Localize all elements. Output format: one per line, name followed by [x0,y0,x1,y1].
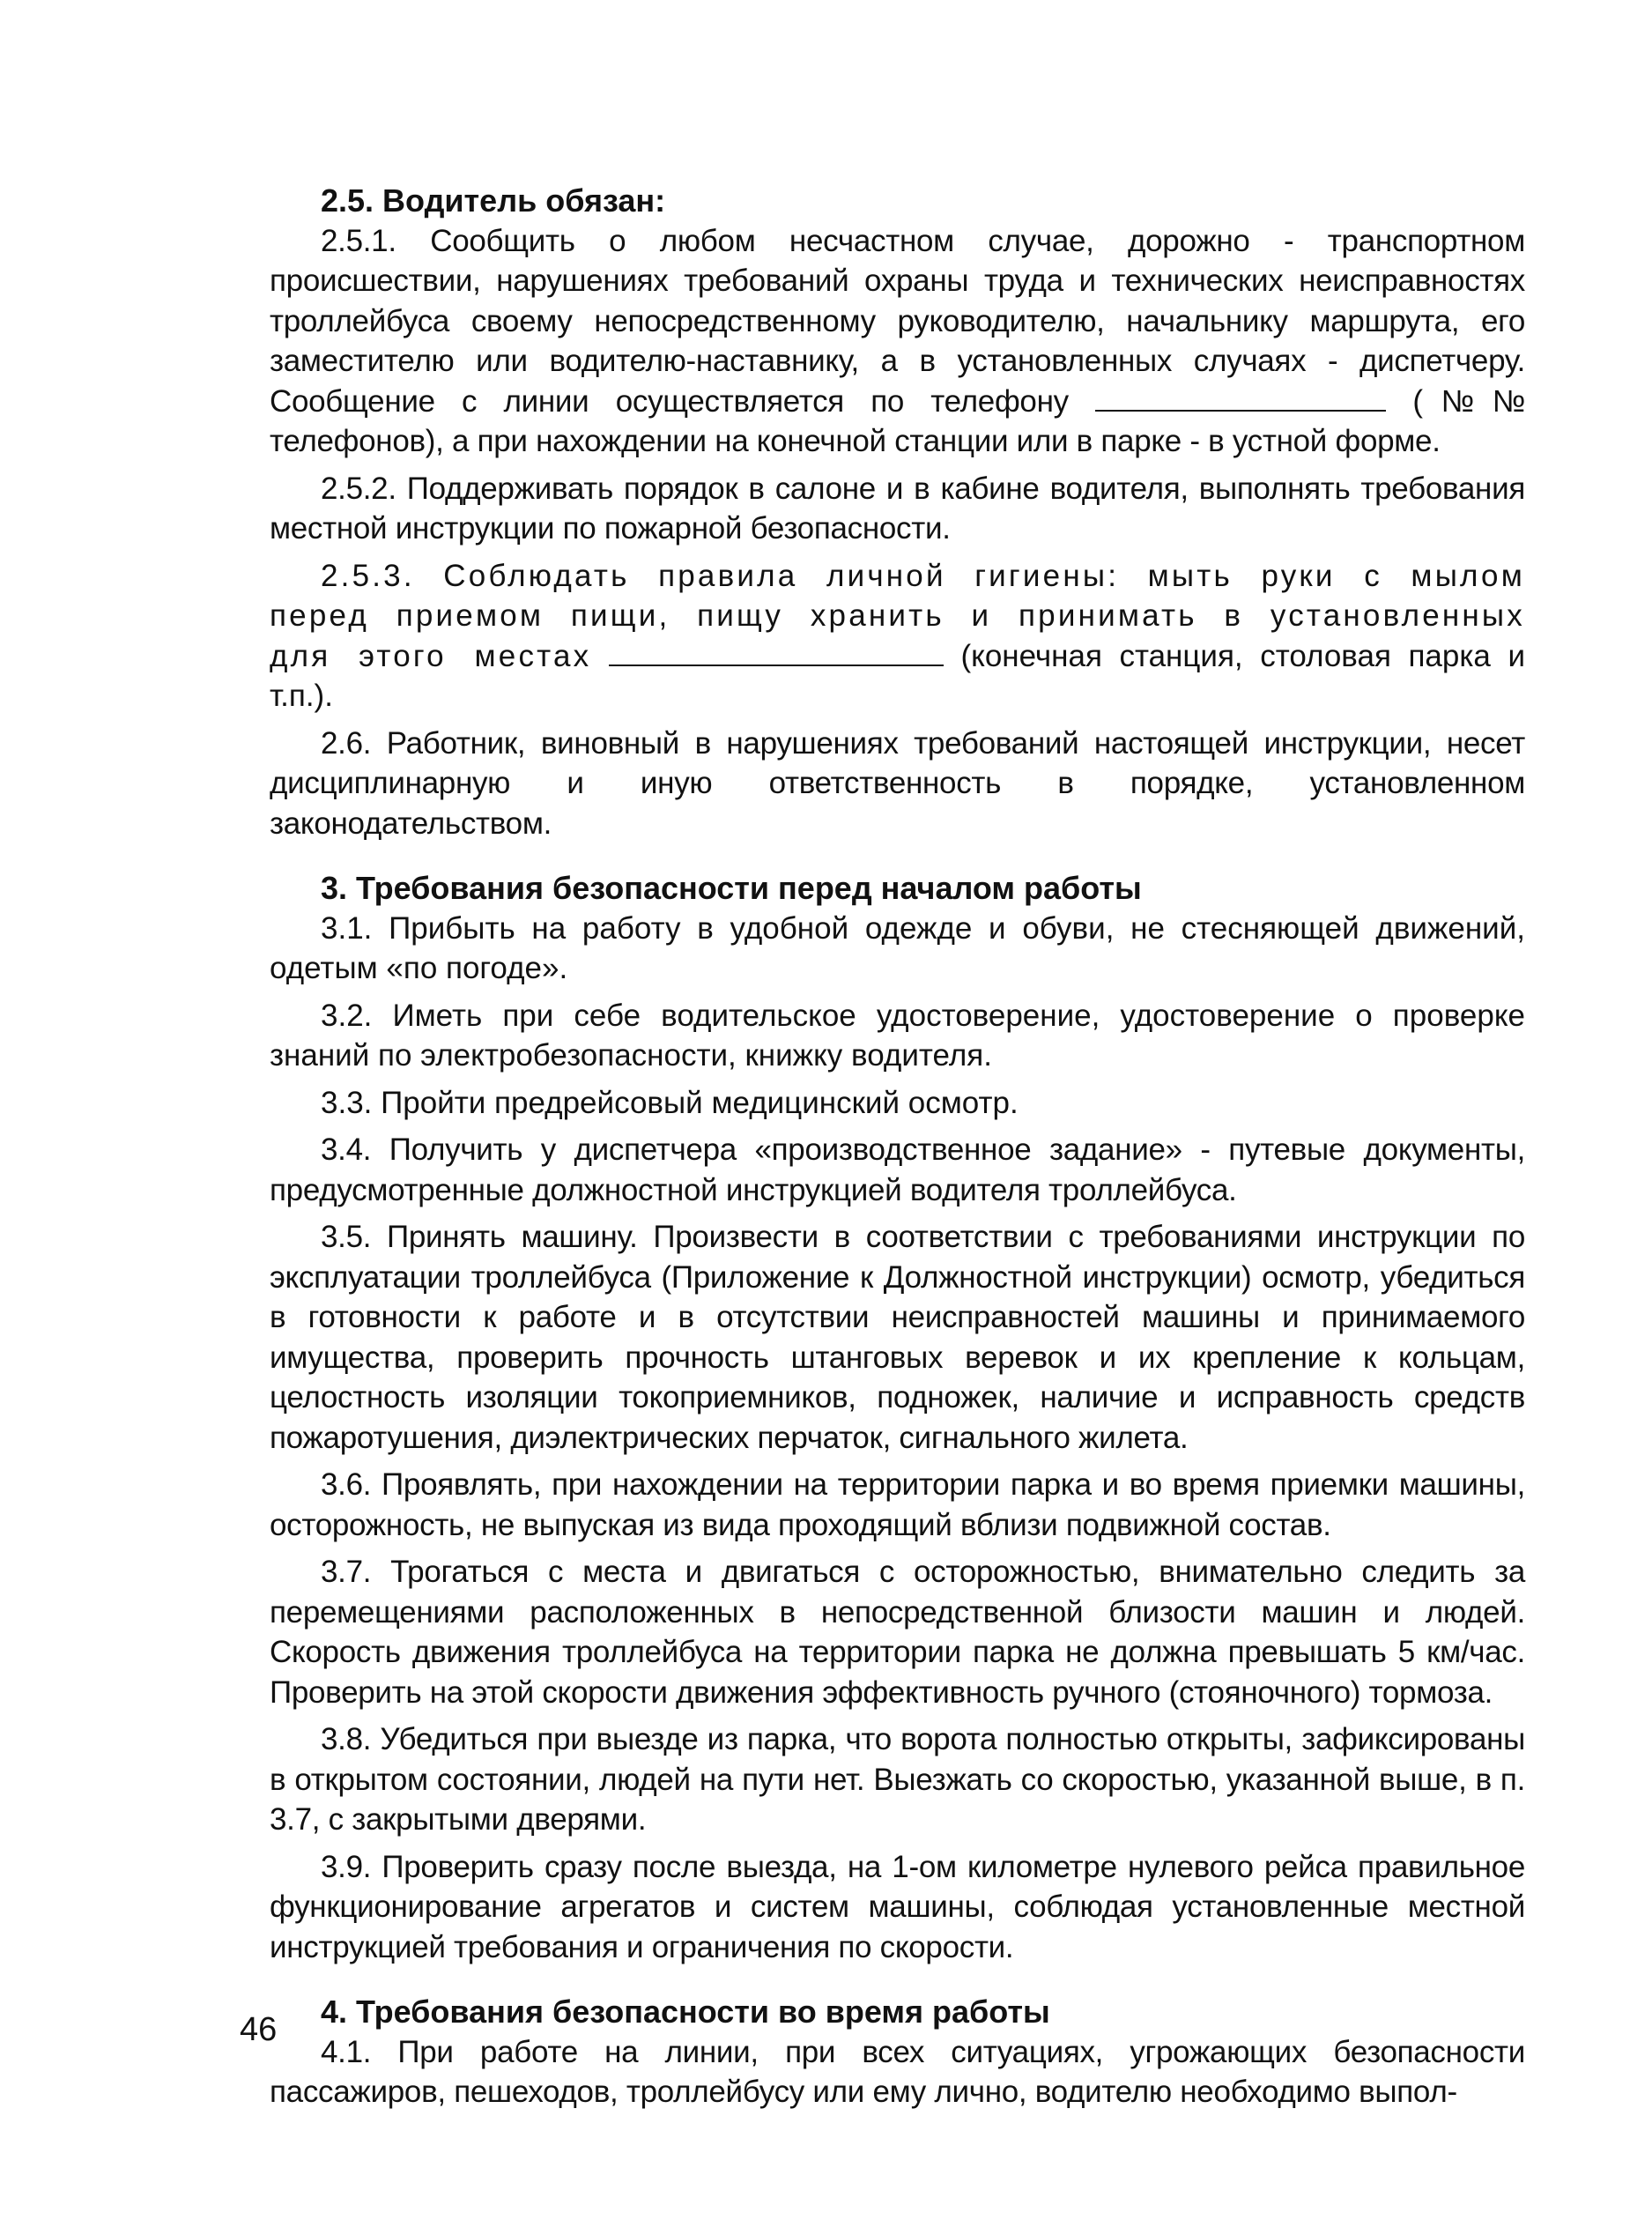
paragraph-3-5: 3.5. Принять машину. Произвести в соответствии с требованиями инструкции по эксплуатации троллейбуса (Приложение к Должностной инструкции) осмотр, убедиться в готовности к работе и в отсутствии неисправностей машины и принимаемого имущества, проверить прочность штанговых веревок и их крепление к кольцам, целостность изоляции токоприемников, подножек, наличие и исправность средств пожаротушения, диэлектрических перчаток, сигнального жилета. [270,1220,1525,1455]
paragraph-2-5-1 [270,221,1525,462]
paragraph-2-6: 2.6. Работник, виновный в нарушениях требований настоящей инструкции, несет дисциплинарную и иную ответственность в порядке, установленном законодательством. [270,725,1525,841]
paragraph-2-5-1-continuation: (№№ телефонов), а при нахождении на конечной станции или в парке - в устной форме. [270,383,1525,458]
paragraph-3-7: 3.7. Трогаться с места и двигаться с осторожностью, внимательно следить за перемещениями расположенных в непосредственной близости машин и людей. Скорость движения троллейбуса на территории парка не должна превышать 5 км/час. Проверить на этой скорости движения эффективность ручного (стояночного) тормоза. [270,1555,1525,1710]
paragraph-3-2: 3.2. Иметь при себе водительское удостоверение, удостоверение о проверке знаний по электробезопасности, книжку водителя. [270,998,1525,1073]
paragraph-3-8: 3.8. Убедиться при выезде из парка, что ворота полностью открыты, зафиксированы в открытом состоянии, людей на пути нет. Выезжать со скоростью, указанной выше, в п. 3.7, с закрытыми дверями. [270,1722,1525,1837]
section-heading-2-5: 2.5. Водитель обязан: [321,182,666,219]
section-heading-3: 3. Требования безопасности перед началом работы [321,870,1142,906]
paragraph-3-4: 3.4. Получить у диспетчера «производственное задание» - путевые документы, предусмотренные должностной инструкцией водителя троллейбуса. [270,1132,1525,1207]
phone-blank-line [1095,383,1386,412]
paragraph-2-5-3 [270,556,1525,716]
paragraph-2-5-3-continuation: (конечная станция, столовая парка и т.п.). [270,638,1525,713]
paragraph-3-1: 3.1. Прибыть на работу в удобной одежде и обуви, не стесняющей движений, одетым «по погоде». [270,910,1525,985]
paragraph-4-1: 4.1. При работе на линии, при всех ситуациях, угрожающих безопасности пассажиров, пешеходов, троллейбусу или ему лично, водителю необходимо выпол- [270,2034,1525,2109]
document-page [270,181,1525,2120]
paragraph-2-5-3-text: 2.5.3. Соблюдать правила личной гигиены: мыть руки с мылом перед приемом пищи, пищу хранить и принимать в установленных для этого местах [270,558,1525,673]
paragraph-3-3: 3.3. Пройти предрейсовый медицинский осмотр. [321,1085,1019,1120]
section-heading-4: 4. Требования безопасности во время работы [321,1994,1050,2030]
page-number: 46 [240,2011,278,2048]
paragraph-3-9: 3.9. Проверить сразу после выезда, на 1-ом километре нулевого рейса правильное функционирование агрегатов и систем машины, соблюдая установленные местной инструкцией требования и ограничения по скорости. [270,1849,1525,1964]
place-blank-line [609,638,944,666]
paragraph-3-6: 3.6. Проявлять, при нахождении на территории парка и во время приемки машины, осторожность, не выпуская из вида проходящий вблизи подвижной состав. [270,1467,1525,1542]
paragraph-2-5-2: 2.5.2. Поддерживать порядок в салоне и в кабине водителя, выполнять требования местной инструкции по пожарной безопасности. [270,471,1525,546]
paragraph-2-5-1-text: 2.5.1. Сообщить о любом несчастном случае, дорожно - транспортном происшествии, нарушениях требований охраны труда и технических неисправностях троллейбуса своему непосредственному руководителю, начальнику маршрута, его заместителю или водителю-наставнику, а в установленных случаях - диспетчеру. Сообщение с линии осуществляется по телефону [270,223,1525,419]
